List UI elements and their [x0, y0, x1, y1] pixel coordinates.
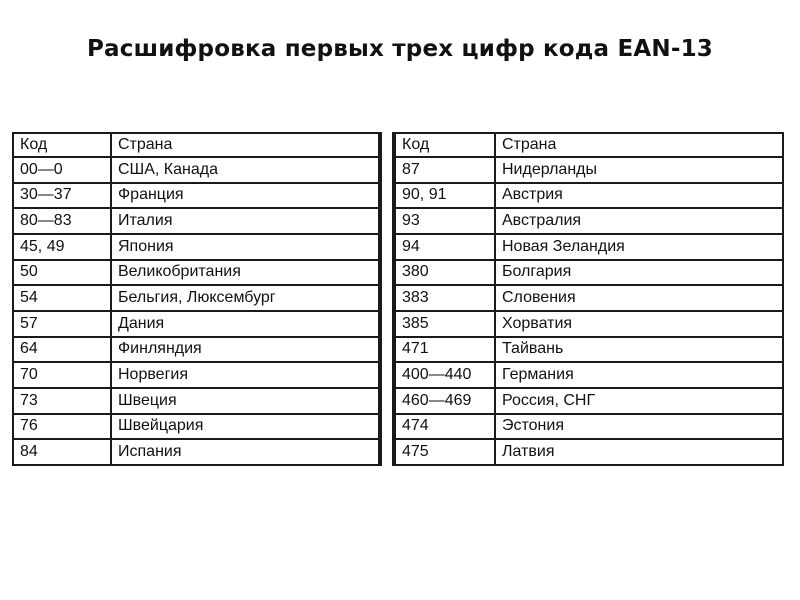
table-row [13, 337, 379, 363]
country-cell: Финляндия [111, 337, 379, 363]
code-cell: 57 [13, 311, 111, 337]
table-row [13, 414, 379, 440]
table-row [13, 285, 379, 311]
country-cell: Нидерланды [495, 157, 783, 183]
slide-title: Расшифровка первых трех цифр кода EAN-13 [86, 36, 713, 62]
table-row [395, 337, 783, 363]
country-code-table-left [12, 132, 380, 466]
country-column-header: Страна [495, 133, 783, 157]
country-column-header: Страна [111, 133, 379, 157]
code-cell: 76 [13, 414, 111, 440]
code-cell: 87 [395, 157, 495, 183]
table-row [395, 388, 783, 414]
code-cell: 90, 91 [395, 183, 495, 209]
table-row [395, 311, 783, 337]
table-row [395, 260, 783, 286]
country-cell: Латвия [495, 439, 783, 465]
code-cell: 474 [395, 414, 495, 440]
code-cell: 64 [13, 337, 111, 363]
country-cell: Япония [111, 234, 379, 260]
table-row [395, 183, 783, 209]
code-cell: 30—37 [13, 183, 111, 209]
table-row [13, 311, 379, 337]
code-cell: 50 [13, 260, 111, 286]
code-cell: 73 [13, 388, 111, 414]
code-cell: 00—0 [13, 157, 111, 183]
table-divider [380, 132, 394, 466]
table-row [395, 439, 783, 465]
table-row [13, 388, 379, 414]
table-row [395, 414, 783, 440]
country-cell: Швеция [111, 388, 379, 414]
table-row [13, 208, 379, 234]
code-cell: 385 [395, 311, 495, 337]
code-cell: 94 [395, 234, 495, 260]
country-cell: Италия [111, 208, 379, 234]
country-cell: Хорватия [495, 311, 783, 337]
table-row [395, 208, 783, 234]
table-row [13, 439, 379, 465]
code-cell: 45, 49 [13, 234, 111, 260]
code-cell: 54 [13, 285, 111, 311]
country-cell: Норвегия [111, 362, 379, 388]
country-cell: Словения [495, 285, 783, 311]
country-cell: Австрия [495, 183, 783, 209]
country-cell: Франция [111, 183, 379, 209]
country-cell: Дания [111, 311, 379, 337]
country-cell: Тайвань [495, 337, 783, 363]
table-row [13, 234, 379, 260]
code-column-header: Код [13, 133, 111, 157]
code-cell: 84 [13, 439, 111, 465]
country-cell: Германия [495, 362, 783, 388]
code-cell: 400—440 [395, 362, 495, 388]
country-cell: Испания [111, 439, 379, 465]
table-row [13, 183, 379, 209]
code-column-header: Код [395, 133, 495, 157]
table-row [395, 234, 783, 260]
code-cell: 80—83 [13, 208, 111, 234]
country-code-tables [12, 132, 784, 466]
table-row [13, 362, 379, 388]
table-row [13, 260, 379, 286]
country-cell: Болгария [495, 260, 783, 286]
country-code-table-right [394, 132, 784, 466]
code-cell: 475 [395, 439, 495, 465]
code-cell: 70 [13, 362, 111, 388]
table-header-row [395, 133, 783, 157]
country-cell: Эстония [495, 414, 783, 440]
country-cell: Австралия [495, 208, 783, 234]
code-cell: 380 [395, 260, 495, 286]
country-cell: Великобритания [111, 260, 379, 286]
code-cell: 460—469 [395, 388, 495, 414]
country-cell: США, Канада [111, 157, 379, 183]
table-row [395, 285, 783, 311]
table-row [395, 157, 783, 183]
country-cell: Новая Зеландия [495, 234, 783, 260]
right-table-body [395, 157, 783, 465]
code-cell: 93 [395, 208, 495, 234]
table-row [395, 362, 783, 388]
country-cell: Бельгия, Люксембург [111, 285, 379, 311]
country-cell: Швейцария [111, 414, 379, 440]
code-cell: 471 [395, 337, 495, 363]
country-cell: Россия, СНГ [495, 388, 783, 414]
left-table-body [13, 157, 379, 465]
code-cell: 383 [395, 285, 495, 311]
table-row [13, 157, 379, 183]
table-header-row [13, 133, 379, 157]
